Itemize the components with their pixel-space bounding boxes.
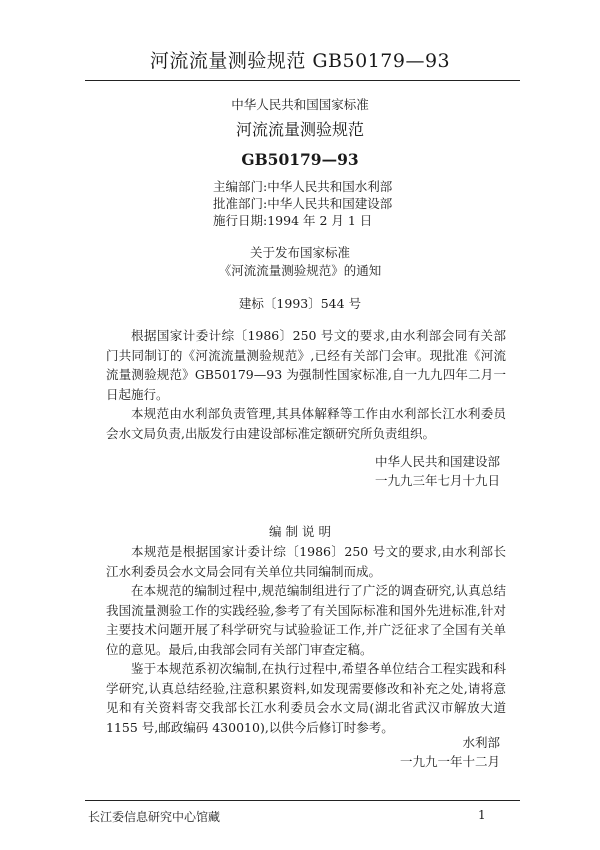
editor-dept: 主编部门:中华人民共和国水利部: [213, 179, 393, 194]
notice-number: 建标〔1993〕544 号: [238, 296, 362, 311]
notice-signer: 中华人民共和国建设部: [374, 454, 500, 469]
notice-paragraph: 根据国家计委计综〔1986〕250 号文的要求,由水利部会同有关部门共同制订的《河流流量测验规范》,已经有关部门会审。现批准《河流流量测验规范》GB50179—93 为强制性国家标准,自一九九四年二月一日起施行。: [106, 328, 506, 402]
header-rule: [85, 80, 520, 81]
explanation-title: 编 制 说 明: [269, 524, 331, 539]
standard-org: 中华人民共和国国家标准: [231, 97, 369, 112]
explanation-body: [106, 542, 506, 737]
explanation-signer: 水利部: [462, 735, 500, 750]
document-title: 河流流量测验规范: [235, 120, 364, 139]
page-number: 1: [478, 808, 486, 822]
approver-dept: 批准部门:中华人民共和国建设部: [213, 196, 393, 211]
notice-paragraph: 本规范由水利部负责管理,其具体解释等工作由水利部长江水利委员会水文局负责,出版发行由建设部标准定额研究所负责组织。: [106, 406, 506, 441]
notice-title-2: 《河流流量测验规范》的通知: [218, 263, 382, 278]
explanation-paragraph: 本规范是根据国家计委计综〔1986〕250 号文的要求,由水利部长江水利委员会水文局会同有关单位共同编制而成。: [106, 544, 506, 579]
running-header: 河流流量测验规范 GB50179—93: [149, 50, 451, 72]
notice-date: 一九九三年七月十九日: [374, 473, 500, 488]
effective-date: 施行日期:1994 年 2 月 1 日: [213, 213, 373, 228]
library-stamp: 长江委信息研究中心馆藏: [88, 810, 221, 824]
standard-code: GB50179—93: [241, 150, 359, 169]
notice-title-1: 关于发布国家标准: [249, 245, 350, 260]
explanation-paragraph: 鉴于本规范系初次编制,在执行过程中,希望各单位结合工程实践和科学研究,认真总结经验,注意积累资料,如发现需要修改和补充之处,请将意见和有关资料寄交我部长江水利委员会水文局(湖北省武汉市解放大道 1155 号,邮政编码 430010),以供今后修订时参考。: [106, 661, 506, 735]
explanation-date: 一九九一年十二月: [399, 754, 500, 769]
footer-rule: [85, 800, 520, 801]
notice-body: [106, 326, 506, 443]
explanation-paragraph: 在本规范的编制过程中,规范编制组进行了广泛的调查研究,认真总结我国流量测验工作的实践经验,参考了有关国际标准和国外先进标准,针对主要技术问题开展了科学研究与试验验证工作,并广泛征求了全国有关单位的意见。最后,由我部会同有关部门审查定稿。: [106, 583, 506, 657]
